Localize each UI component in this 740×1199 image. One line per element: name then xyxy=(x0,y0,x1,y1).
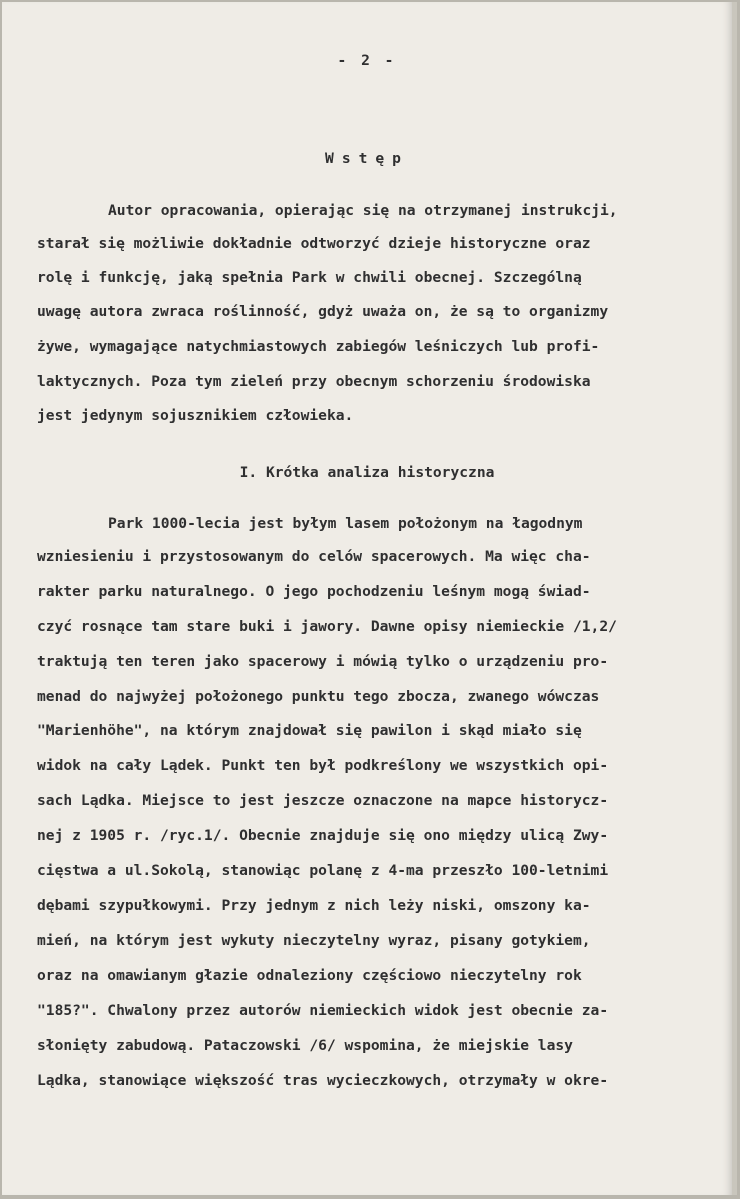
text-line: sach Lądka. Miejsce to jest jeszcze oznaczone na mapce historycz- xyxy=(37,792,609,809)
text-line: "Marienhöhe", na którym znajdował się pawilon i skąd miało się xyxy=(37,722,582,739)
section-heading: I. Krótka analiza historyczna xyxy=(239,464,495,481)
text-line: jest jedynym sojusznikiem człowieka. xyxy=(37,407,354,424)
text-line: wzniesieniu i przystosowanym do celów spacerowych. Ma więc cha- xyxy=(37,548,591,565)
page-number: - 2 - xyxy=(337,52,397,69)
text-line: nej z 1905 r. /ryc.1/. Obecnie znajduje się ono między ulicą Zwy- xyxy=(37,827,609,844)
text-line: rakter parku naturalnego. O jego pochodzeniu leśnym mogą świad- xyxy=(37,583,591,600)
text-line: Lądka, stanowiące większość tras wycieczkowych, otrzymały w okre- xyxy=(37,1072,609,1089)
text-line: starał się możliwie dokładnie odtworzyć dzieje historyczne oraz xyxy=(37,235,591,252)
text-line: dębami szypułkowymi. Przy jednym z nich leży niski, omszony ka- xyxy=(37,897,591,914)
text-line: menad do najwyżej położonego punktu tego zbocza, zwanego wówczas xyxy=(37,688,600,705)
text-line: Autor opracowania, opierając się na otrzymanej instrukcji, xyxy=(108,202,618,219)
text-line: słonięty zabudową. Pataczowski /6/ wspomina, że miejskie lasy xyxy=(37,1037,573,1054)
document-page xyxy=(2,2,737,1195)
page-title: Wstęp xyxy=(325,150,409,167)
text-line: cięstwa a ul.Sokolą, stanowiąc polanę z 4-ma przeszło 100-letnimi xyxy=(37,862,609,879)
text-line: rolę i funkcję, jaką spełnia Park w chwili obecnej. Szczególną xyxy=(37,269,582,286)
text-line: traktują ten teren jako spacerowy i mówią tylko o urządzeniu pro- xyxy=(37,653,609,670)
text-line: laktycznych. Poza tym zieleń przy obecnym schorzeniu środowiska xyxy=(37,373,591,390)
text-line: Park 1000-lecia jest byłym lasem położonym na łagodnym xyxy=(108,515,583,532)
text-line: czyć rosnące tam stare buki i jawory. Dawne opisy niemieckie /1,2/ xyxy=(37,618,617,635)
text-line: mień, na którym jest wykuty nieczytelny wyraz, pisany gotykiem, xyxy=(37,932,591,949)
text-line: widok na cały Lądek. Punkt ten był podkreślony we wszystkich opi- xyxy=(37,757,609,774)
text-line: oraz na omawianym głazie odnaleziony częściowo nieczytelny rok xyxy=(37,967,582,984)
text-line: "185?". Chwalony przez autorów niemieckich widok jest obecnie za- xyxy=(37,1002,609,1019)
text-line: żywe, wymagające natychmiastowych zabiegów leśniczych lub profi- xyxy=(37,338,600,355)
text-line: uwagę autora zwraca roślinność, gdyż uważa on, że są to organizmy xyxy=(37,303,609,320)
